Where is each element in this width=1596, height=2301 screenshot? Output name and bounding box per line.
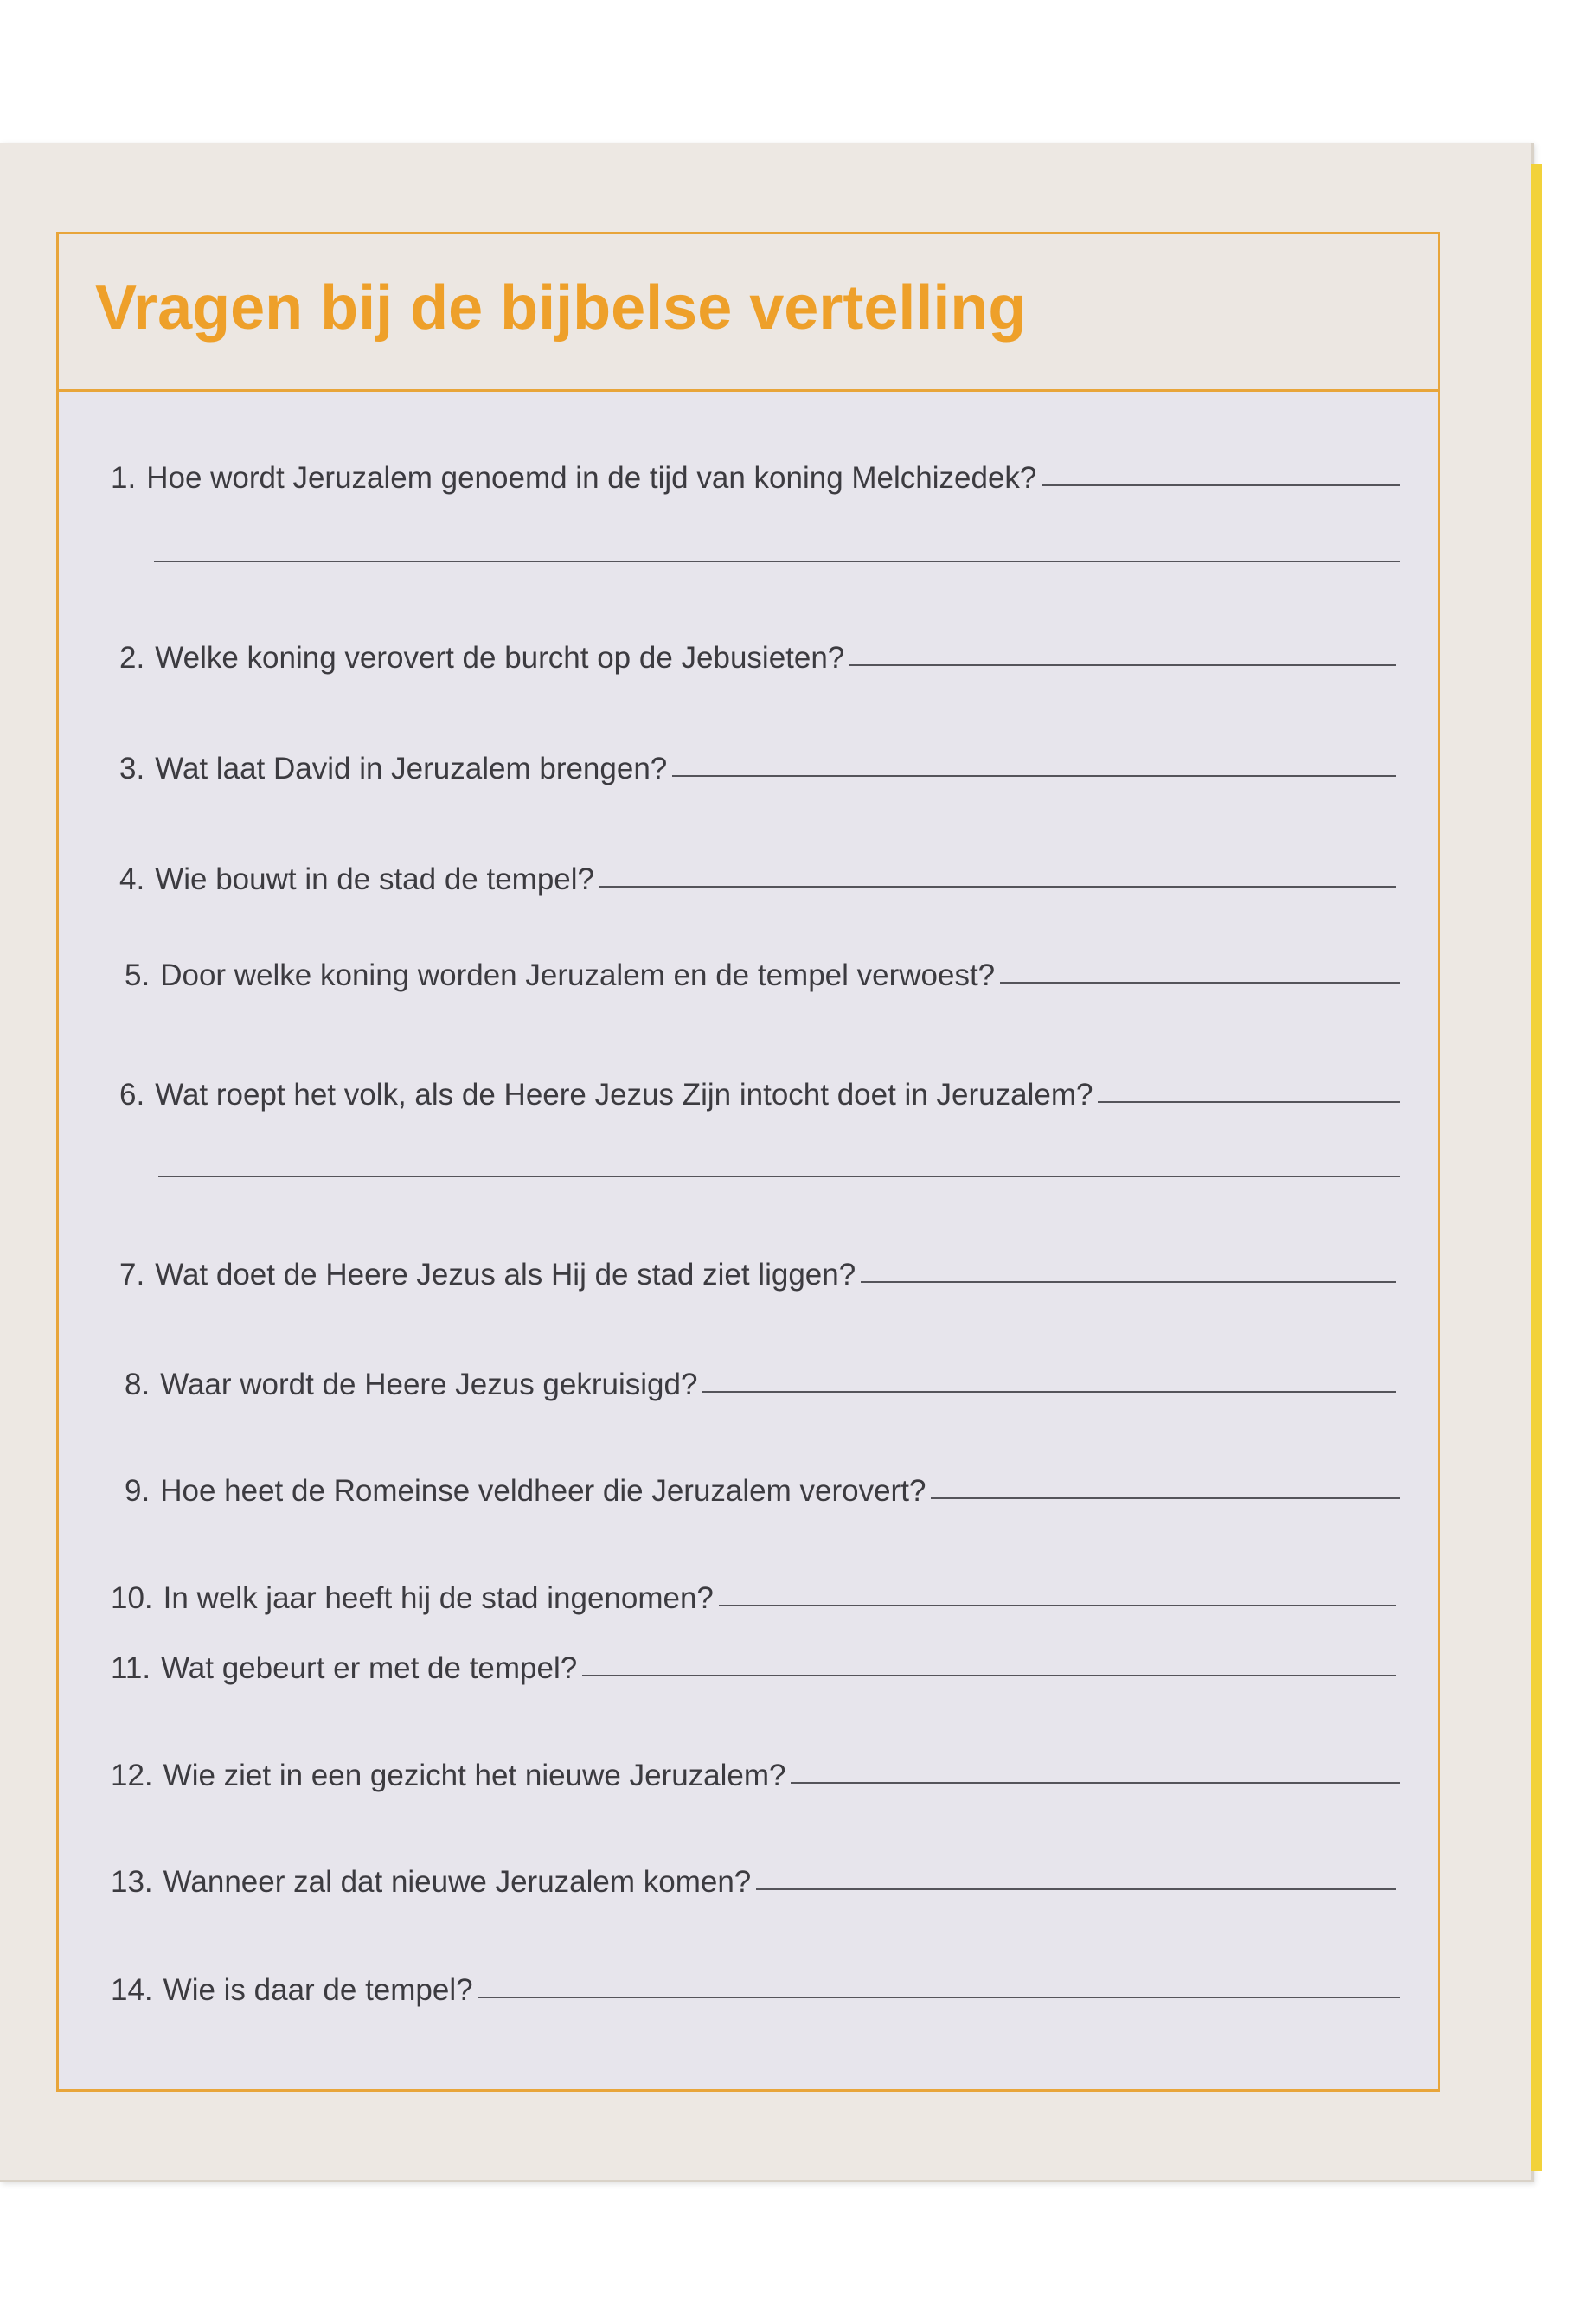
question-text: Door welke koning worden Jeruzalem en de tempel verwoest? xyxy=(160,958,996,992)
question-text: Wanneer zal dat nieuwe Jeruzalem komen? xyxy=(163,1865,752,1899)
question-number: 2. xyxy=(119,641,145,675)
question-number: 8. xyxy=(125,1368,151,1401)
answer-line[interactable] xyxy=(861,1280,1396,1283)
answer-line[interactable] xyxy=(849,663,1396,666)
answer-line-extra[interactable] xyxy=(154,561,1400,562)
question-text: Waar wordt de Heere Jezus gekruisigd? xyxy=(160,1368,698,1401)
answer-line[interactable] xyxy=(599,885,1396,888)
answer-line[interactable] xyxy=(1000,981,1400,984)
question-text: Wat doet de Heere Jezus als Hij de stad ziet liggen? xyxy=(155,1258,856,1292)
question-6 xyxy=(119,1078,1400,1112)
question-number: 3. xyxy=(119,752,145,785)
question-list xyxy=(59,234,1438,2089)
worksheet-frame xyxy=(56,232,1440,2092)
question-5 xyxy=(125,958,1400,993)
question-number: 7. xyxy=(119,1258,145,1292)
question-text: Wie is daar de tempel? xyxy=(163,1973,473,2007)
question-11 xyxy=(111,1651,1396,1686)
question-text: Hoe wordt Jeruzalem genoemd in de tijd van koning Melchizedek? xyxy=(146,461,1037,495)
question-2 xyxy=(119,641,1396,676)
answer-line[interactable] xyxy=(702,1390,1396,1393)
page-edge-strip xyxy=(1531,164,1542,2171)
question-number: 14. xyxy=(111,1973,153,2007)
question-text: Hoe heet de Romeinse veldheer die Jeruzalem verovert? xyxy=(160,1474,926,1508)
question-10 xyxy=(111,1581,1396,1616)
question-4 xyxy=(119,862,1396,897)
question-14 xyxy=(111,1973,1400,2008)
question-number: 4. xyxy=(119,862,145,896)
question-13 xyxy=(111,1865,1396,1900)
question-text: Wat roept het volk, als de Heere Jezus Zijn intocht doet in Jeruzalem? xyxy=(155,1078,1093,1112)
question-12 xyxy=(111,1759,1400,1793)
answer-line[interactable] xyxy=(756,1888,1396,1890)
answer-line[interactable] xyxy=(719,1604,1396,1606)
question-3 xyxy=(119,752,1396,786)
question-text: In welk jaar heeft hij de stad ingenomen? xyxy=(163,1581,714,1615)
question-number: 5. xyxy=(125,958,151,992)
question-number: 9. xyxy=(125,1474,151,1508)
question-7 xyxy=(119,1258,1396,1292)
answer-line[interactable] xyxy=(791,1781,1400,1784)
answer-line[interactable] xyxy=(478,1996,1400,1998)
question-number: 1. xyxy=(111,461,137,495)
question-text: Wat gebeurt er met de tempel? xyxy=(161,1651,578,1685)
question-number: 13. xyxy=(111,1865,153,1899)
page-title: Vragen bij de bijbelse vertelling xyxy=(95,273,1027,343)
question-1 xyxy=(111,461,1400,496)
question-text: Wat laat David in Jeruzalem brengen? xyxy=(155,752,668,785)
answer-line[interactable] xyxy=(1098,1100,1400,1103)
question-text: Wie ziet in een gezicht het nieuwe Jeruzalem? xyxy=(163,1759,786,1792)
answer-line[interactable] xyxy=(672,774,1396,777)
question-number: 10. xyxy=(111,1581,153,1615)
question-text: Wie bouwt in de stad de tempel? xyxy=(155,862,594,896)
answer-line-extra[interactable] xyxy=(158,1176,1400,1177)
answer-line[interactable] xyxy=(1042,484,1400,486)
question-text: Welke koning verovert de burcht op de Jebusieten? xyxy=(155,641,845,675)
question-8 xyxy=(125,1368,1396,1402)
question-number: 11. xyxy=(111,1651,151,1685)
question-number: 6. xyxy=(119,1078,145,1112)
question-number: 12. xyxy=(111,1759,153,1792)
answer-line[interactable] xyxy=(582,1674,1396,1676)
question-9 xyxy=(125,1474,1400,1509)
answer-line[interactable] xyxy=(931,1497,1400,1499)
